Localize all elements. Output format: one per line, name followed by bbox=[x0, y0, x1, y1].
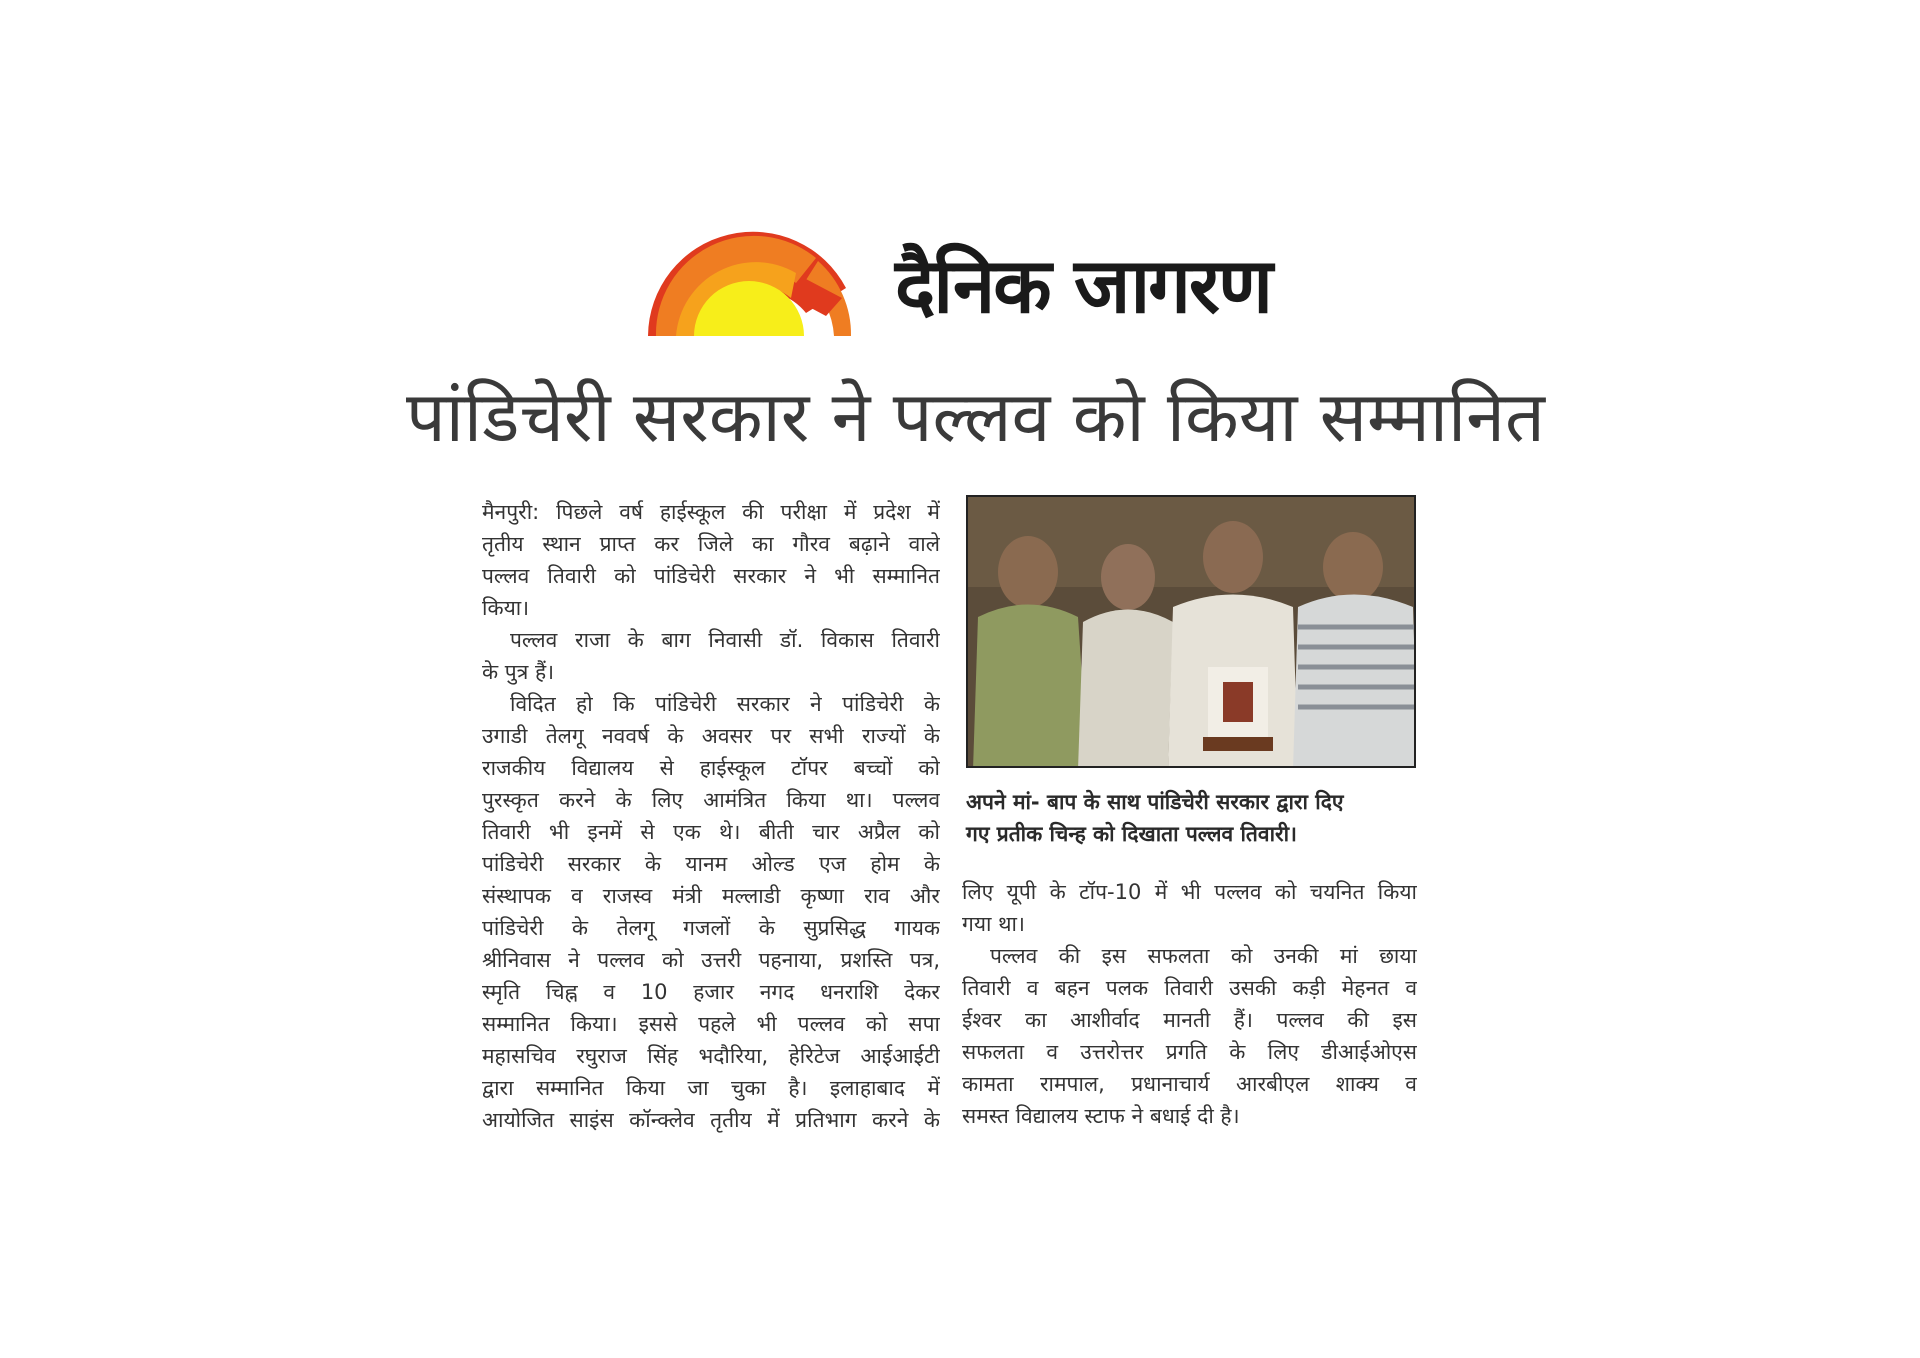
caption-line: गए प्रतीक चिन्ह को दिखाता पल्लव तिवारी। bbox=[966, 822, 1297, 846]
article-text-line: उगाडी तेलगू नववर्ष के अवसर पर सभी राज्यों के bbox=[482, 724, 940, 748]
article-text-line: पल्लव की इस सफलता को उनकी मां छाया bbox=[990, 944, 1417, 968]
article-text-line: लिए यूपी के टॉप-10 में भी पल्लव को चयनित किया bbox=[962, 880, 1417, 904]
article-text-line: कामता रामपाल, प्रधानाचार्य आरबीएल शाक्य व bbox=[962, 1072, 1417, 1096]
article-left-column bbox=[482, 496, 940, 1136]
article-text-line: ईश्वर का आशीर्वाद मानती हैं। पल्लव की इस bbox=[962, 1008, 1417, 1032]
article-text-line: द्वारा सम्मानित किया जा चुका है। इलाहाबाद में bbox=[482, 1076, 940, 1100]
article-text-line: मैनपुरी: पिछले वर्ष हाईस्कूल की परीक्षा में प्रदेश में bbox=[482, 500, 940, 524]
article-right-column bbox=[962, 876, 1417, 1132]
photo-caption bbox=[966, 786, 1416, 850]
article-text-line: पांडिचेरी के तेलगू गजलों के सुप्रसिद्ध गायक bbox=[482, 916, 940, 940]
article-text-line: तिवारी भी इनमें से एक थे। बीती चार अप्रैल को bbox=[482, 820, 940, 844]
article-text-line: विदित हो कि पांडिचेरी सरकार ने पांडिचेरी के bbox=[510, 692, 940, 716]
article-text-line: राजकीय विद्यालय से हाईस्कूल टॉपर बच्चों को bbox=[482, 756, 940, 780]
article-text-line: पांडिचेरी सरकार के यानम ओल्ड एज होम के bbox=[482, 852, 940, 876]
article-text-line: सम्मानित किया। इससे पहले भी पल्लव को सपा bbox=[482, 1012, 940, 1036]
news-photo bbox=[966, 495, 1416, 768]
article-text-line: समस्त विद्यालय स्टाफ ने बधाई दी है। bbox=[962, 1104, 1240, 1128]
dainik-jagran-logo-icon bbox=[646, 228, 861, 338]
article-text-line: पुरस्कृत करने के लिए आमंत्रित किया था। पल्लव bbox=[482, 788, 940, 812]
caption-line: अपने मां- बाप के साथ पांडिचेरी सरकार द्वारा दिए bbox=[966, 790, 1344, 814]
article-text-line: संस्थापक व राजस्व मंत्री मल्लाडी कृष्णा राव और bbox=[482, 884, 940, 908]
article-text-line: श्रीनिवास ने पल्लव को उत्तरी पहनाया, प्रशस्ति पत्र, bbox=[482, 948, 940, 972]
article-text-line: तिवारी व बहन पलक तिवारी उसकी कड़ी मेहनत व bbox=[962, 976, 1417, 1000]
article-text-line: किया। bbox=[482, 596, 530, 620]
article-text-line: के पुत्र हैं। bbox=[482, 660, 555, 684]
headline: पांडिचेरी सरकार ने पल्लव को किया सम्मानित bbox=[406, 376, 1545, 458]
article-text-line: महासचिव रघुराज सिंह भदौरिया, हेरिटेज आईआईटी bbox=[482, 1044, 940, 1068]
article-text-line: पल्लव तिवारी को पांडिचेरी सरकार ने भी सम्मानित bbox=[482, 564, 940, 588]
article-text-line: सफलता व उत्तरोत्तर प्रगति के लिए डीआईओएस bbox=[962, 1040, 1417, 1064]
article-text-line: आयोजित साइंस कॉन्क्लेव तृतीय में प्रतिभाग करने के bbox=[482, 1108, 940, 1132]
family-photo-image bbox=[968, 497, 1416, 768]
article-text-line: स्मृति चिह्न व 10 हजार नगद धनराशि देकर bbox=[482, 980, 940, 1004]
article-text-line: पल्लव राजा के बाग निवासी डॉ. विकास तिवारी bbox=[510, 628, 940, 652]
article-text-line: गया था। bbox=[962, 912, 1025, 936]
article-text-line: तृतीय स्थान प्राप्त कर जिले का गौरव बढ़ाने वाले bbox=[482, 532, 940, 556]
masthead-title: दैनिक जागरण bbox=[895, 241, 1271, 330]
